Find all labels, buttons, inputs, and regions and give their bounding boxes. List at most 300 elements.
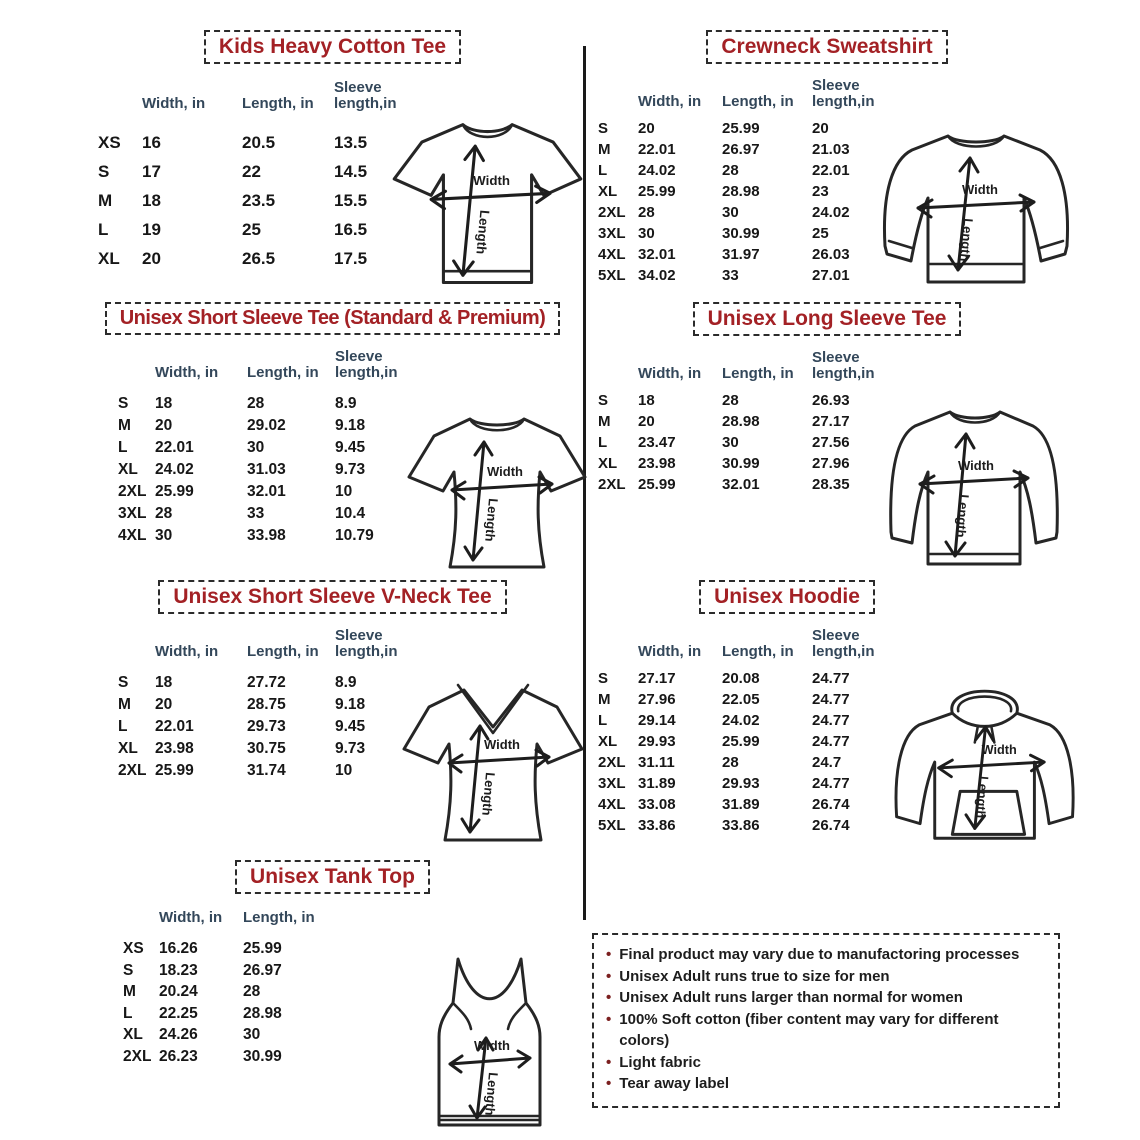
size-label: M — [598, 691, 611, 708]
note-text: Light fabric — [619, 1053, 701, 1071]
bullet-icon: • — [606, 967, 612, 985]
size-label: 3XL — [598, 225, 626, 242]
measurement-value: 20 — [142, 249, 161, 268]
table-row — [123, 960, 363, 982]
section-crewneck-sweatshirt — [592, 30, 1140, 286]
bullet-icon: • — [606, 1010, 612, 1028]
measurement-value: 24.02 — [638, 162, 676, 179]
note-item — [606, 1009, 1046, 1052]
measurement-value: 30.99 — [243, 1047, 282, 1065]
measurement-value: 22.01 — [638, 141, 676, 158]
measurement-value: 22 — [242, 162, 261, 181]
size-label: S — [598, 392, 609, 409]
size-label: XS — [123, 940, 144, 957]
column-header: Width, in — [155, 364, 219, 381]
table-row — [118, 415, 435, 437]
section-title-text: Unisex Hoodie — [714, 585, 860, 608]
size-label: M — [123, 983, 136, 1000]
table-row — [598, 244, 904, 265]
table-row — [118, 459, 435, 481]
table-row — [598, 710, 904, 731]
measurement-value: 16 — [142, 133, 161, 152]
size-label: 2XL — [118, 483, 147, 500]
product-notes-box — [592, 933, 1060, 1108]
size-label: 4XL — [598, 246, 626, 263]
measurement-value: 18 — [142, 191, 161, 210]
table-row — [598, 668, 904, 689]
size-label: L — [98, 220, 109, 239]
length-label: Length — [482, 497, 501, 543]
measurement-value: 30.99 — [722, 225, 760, 242]
fitted-tee-illustration — [402, 398, 592, 583]
table-row — [123, 981, 363, 1003]
measurement-value: 23.47 — [638, 434, 676, 451]
garment-outline — [394, 125, 581, 283]
garment-outline — [884, 136, 1067, 282]
section-title-text: Unisex Short Sleeve V-Neck Tee — [173, 585, 492, 608]
measurement-value: 27.17 — [812, 413, 850, 430]
measurement-value: 31.89 — [638, 775, 676, 792]
section-title — [699, 580, 875, 614]
table-row — [118, 716, 435, 738]
measurement-value: 28.98 — [722, 183, 760, 200]
size-label: S — [598, 670, 609, 687]
size-label: XS — [98, 133, 121, 152]
measurement-value: 18 — [155, 395, 173, 412]
table-row — [118, 437, 435, 459]
size-label: L — [118, 439, 128, 456]
measurement-value: 28.98 — [243, 1004, 282, 1022]
title-row — [80, 860, 585, 894]
column-header: Sleeve length,in — [335, 348, 398, 381]
measurement-value: 30 — [155, 527, 173, 544]
measurement-value: 20.5 — [242, 133, 276, 152]
measurement-value: 23.5 — [242, 191, 276, 210]
measurement-value: 31.74 — [247, 762, 286, 779]
size-label: S — [123, 961, 134, 979]
measurement-value: 28.98 — [722, 413, 760, 430]
measurement-value: 23.98 — [638, 455, 676, 472]
size-label: 3XL — [118, 505, 147, 522]
section-unisex-short-sleeve-tee — [80, 302, 585, 547]
title-row — [80, 302, 585, 335]
table-row — [598, 265, 904, 286]
size-column-spacer — [598, 350, 638, 390]
long-sleeve-tee-illustration — [858, 392, 1093, 582]
measurement-value: 24.77 — [812, 733, 850, 750]
size-label: M — [118, 417, 131, 434]
measurement-value: 30 — [722, 434, 739, 451]
size-label: XL — [598, 733, 618, 750]
measurement-value: 18 — [638, 392, 655, 409]
measurement-value: 17.5 — [334, 249, 368, 268]
size-label: XL — [598, 455, 618, 472]
width-label: Width — [484, 737, 520, 752]
measurement-value: 27.96 — [812, 455, 850, 472]
measurement-value: 25.99 — [155, 762, 194, 779]
table-row — [118, 393, 435, 415]
section-unisex-v-neck-tee — [80, 580, 585, 817]
measurement-value: 25.99 — [638, 476, 676, 493]
table-row — [118, 481, 435, 503]
measurement-value: 10 — [335, 762, 353, 779]
measurement-value: 31.89 — [722, 796, 760, 813]
measurement-value: 32.01 — [247, 483, 286, 500]
measurement-value: 20 — [638, 120, 655, 137]
measurement-value: 26.03 — [812, 246, 850, 263]
size-label: 5XL — [598, 267, 626, 284]
size-column-spacer — [598, 628, 638, 668]
size-column-spacer — [123, 910, 159, 938]
measurement-value: 18.23 — [159, 961, 198, 979]
column-header: Length, in — [722, 643, 794, 660]
measurement-value: 10.79 — [335, 527, 374, 544]
section-unisex-hoodie — [592, 580, 1140, 836]
measurement-value: 13.5 — [334, 133, 368, 152]
table-row — [123, 938, 363, 960]
size-label: 2XL — [598, 754, 626, 771]
measurement-value: 20.08 — [722, 670, 760, 687]
size-label: L — [123, 1004, 133, 1022]
table-row — [118, 672, 435, 694]
bullet-icon: • — [606, 1053, 612, 1071]
table-row — [598, 202, 904, 223]
measurement-value: 27.56 — [812, 434, 850, 451]
measurement-value: 31.97 — [722, 246, 760, 263]
column-header: Width, in — [638, 643, 702, 660]
size-table — [118, 349, 435, 547]
measurement-value: 24.7 — [812, 754, 842, 771]
measurement-value: 22.01 — [155, 439, 194, 456]
size-table — [123, 910, 363, 1067]
measurement-value: 28 — [247, 395, 265, 412]
column-header: Sleeve length,in — [812, 349, 875, 382]
size-label: 3XL — [598, 775, 626, 792]
size-column-spacer — [598, 78, 638, 118]
measurement-value: 10.4 — [335, 505, 366, 522]
measurement-value: 24.77 — [812, 775, 850, 792]
column-header: Width, in — [638, 365, 702, 382]
measurement-value: 24.26 — [159, 1026, 198, 1043]
column-header: Length, in — [722, 365, 794, 382]
measurement-value: 33.98 — [247, 527, 286, 544]
measurement-value: 30 — [638, 225, 655, 242]
size-table — [118, 628, 435, 782]
measurement-value: 25.99 — [722, 120, 760, 137]
section-title — [693, 302, 962, 336]
measurement-value: 29.14 — [638, 712, 676, 729]
size-label: XL — [98, 249, 120, 268]
measurement-value: 33.86 — [638, 817, 676, 834]
section-title-text: Unisex Tank Top — [250, 865, 415, 888]
width-label: Width — [474, 1038, 510, 1053]
measurement-value: 28 — [243, 983, 261, 1000]
width-label: Width — [958, 458, 994, 473]
column-header: Sleeve length,in — [812, 77, 875, 110]
measurement-value: 16.26 — [159, 940, 198, 957]
measurement-value: 15.5 — [334, 191, 368, 210]
length-label: Length — [473, 209, 493, 255]
size-label: M — [98, 191, 113, 210]
width-label: Width — [981, 743, 1017, 758]
size-label: M — [598, 141, 611, 158]
size-label: S — [118, 395, 129, 412]
section-title — [706, 30, 947, 64]
table-row — [598, 139, 904, 160]
measurement-value: 26.93 — [812, 392, 850, 409]
table-row — [118, 503, 435, 525]
size-label: 2XL — [598, 204, 626, 221]
section-title — [204, 30, 461, 64]
length-label: Length — [957, 217, 976, 263]
measurement-value: 33.08 — [638, 796, 676, 813]
measurement-value: 24.02 — [812, 204, 850, 221]
size-label: 4XL — [118, 527, 147, 544]
bullet-icon: • — [606, 946, 612, 963]
note-item — [606, 1052, 1046, 1074]
note-item — [606, 944, 1046, 966]
tee-illustration — [385, 104, 590, 299]
table-row — [598, 223, 904, 244]
measurement-value: 24.77 — [812, 712, 850, 729]
measurement-value: 20 — [155, 417, 173, 434]
measurement-value: 18 — [155, 674, 173, 691]
table-row — [598, 689, 904, 710]
table-row — [118, 694, 435, 716]
measurement-value: 28 — [722, 162, 739, 179]
size-label: L — [598, 162, 608, 179]
measurement-value: 30 — [243, 1026, 261, 1043]
measurement-value: 31.03 — [247, 461, 286, 478]
measurement-value: 34.02 — [638, 267, 676, 284]
table-row — [123, 1003, 363, 1025]
measurement-value: 9.73 — [335, 740, 366, 757]
measurement-value: 29.93 — [722, 775, 760, 792]
title-row — [80, 30, 585, 64]
measurement-value: 26.5 — [242, 249, 276, 268]
note-item — [606, 966, 1046, 988]
note-text: Unisex Adult runs larger than normal for women — [619, 989, 963, 1006]
header-row — [118, 349, 435, 393]
measurement-value: 33 — [247, 505, 265, 522]
notes-list — [606, 944, 1046, 1095]
title-row — [80, 580, 585, 614]
size-label: S — [98, 162, 110, 181]
measurement-value: 22.05 — [722, 691, 760, 708]
tank-top-illustration — [422, 946, 557, 1136]
length-label: Length — [482, 1071, 501, 1117]
size-column-spacer — [118, 349, 155, 393]
section-title-text: Unisex Short Sleeve Tee (Standard & Premium) — [119, 307, 546, 329]
note-text: Unisex Adult runs true to size for men — [619, 967, 890, 985]
measurement-value: 9.18 — [335, 417, 366, 434]
column-header: Width, in — [155, 643, 219, 660]
measurement-value: 25.99 — [243, 940, 282, 957]
size-table — [598, 78, 904, 286]
column-header: Length, in — [722, 93, 794, 110]
measurement-value: 23.98 — [155, 740, 194, 757]
table-row — [598, 815, 904, 836]
measurement-value: 25 — [242, 220, 261, 239]
column-header: Length, in — [247, 364, 319, 381]
column-header: Sleeve length,in — [334, 79, 397, 112]
size-label: XL — [123, 1026, 143, 1043]
size-label: XL — [118, 461, 138, 478]
section-title — [235, 860, 430, 894]
measurement-value: 24.02 — [722, 712, 760, 729]
measurement-value: 28 — [155, 505, 173, 522]
bullet-icon: • — [606, 989, 612, 1006]
size-label: XL — [118, 740, 138, 757]
column-header: Length, in — [242, 95, 314, 112]
measurement-value: 23 — [812, 183, 829, 200]
table-row — [598, 794, 904, 815]
size-label: M — [598, 413, 611, 430]
measurement-value: 22.01 — [155, 718, 194, 735]
measurement-value: 9.18 — [335, 696, 366, 713]
measurement-value: 20.24 — [159, 983, 198, 1000]
column-header: Sleeve length,in — [812, 627, 875, 660]
table-row — [598, 118, 904, 139]
size-table — [598, 628, 904, 836]
title-row — [592, 580, 982, 614]
width-label: Width — [487, 464, 523, 479]
measurement-value: 28 — [722, 754, 739, 771]
sweatshirt-illustration — [860, 118, 1095, 303]
measurement-value: 29.73 — [247, 718, 286, 735]
measurement-value: 29.02 — [247, 417, 286, 434]
length-label: Length — [973, 775, 991, 819]
measurement-value: 14.5 — [334, 162, 368, 181]
size-label: S — [118, 674, 129, 691]
column-header: Length, in — [243, 909, 315, 926]
measurement-value: 22.25 — [159, 1004, 198, 1022]
garment-outline — [891, 412, 1058, 564]
measurement-value: 8.9 — [335, 395, 357, 412]
section-title — [105, 302, 561, 335]
measurement-value: 32.01 — [722, 476, 760, 493]
size-label: 2XL — [123, 1047, 152, 1065]
measurement-value: 30.75 — [247, 740, 286, 757]
size-label: M — [118, 696, 131, 713]
measurement-value: 30 — [247, 439, 265, 456]
table-row — [123, 1024, 363, 1046]
size-label: 5XL — [598, 817, 626, 834]
measurement-value: 27.96 — [638, 691, 676, 708]
size-column-spacer — [118, 628, 155, 672]
measurement-value: 25.99 — [155, 483, 194, 500]
table-row — [598, 773, 904, 794]
measurement-value: 25 — [812, 225, 829, 242]
size-label: L — [598, 712, 608, 729]
table-row — [598, 181, 904, 202]
measurement-value: 21.03 — [812, 141, 850, 158]
section-title — [158, 580, 506, 614]
measurement-value: 16.5 — [334, 220, 368, 239]
length-label: Length — [953, 493, 972, 539]
column-header: Sleeve length,in — [335, 627, 398, 660]
hoodie-illustration — [880, 676, 1095, 852]
table-row — [118, 760, 435, 782]
garment-outline — [409, 419, 585, 567]
measurement-value: 33.86 — [722, 817, 760, 834]
size-column-spacer — [98, 80, 142, 128]
section-title-text: Crewneck Sweatshirt — [721, 35, 933, 58]
measurement-value: 28.35 — [812, 476, 850, 493]
size-label: L — [118, 718, 128, 735]
garment-outline — [404, 690, 582, 840]
size-label: 2XL — [598, 476, 626, 493]
size-label: L — [598, 434, 608, 451]
title-row — [592, 30, 1062, 64]
measurement-value: 9.73 — [335, 461, 366, 478]
measurement-value: 28 — [722, 392, 739, 409]
measurement-value: 24.77 — [812, 691, 850, 708]
width-label: Width — [473, 173, 511, 189]
header-row — [123, 910, 363, 938]
measurement-value: 27.01 — [812, 267, 850, 284]
column-header: Width, in — [142, 95, 206, 112]
size-label: XL — [598, 183, 618, 200]
table-row — [123, 1046, 363, 1068]
header-row — [598, 628, 904, 668]
size-label: 4XL — [598, 796, 626, 813]
length-label: Length — [479, 771, 498, 817]
table-row — [598, 160, 904, 181]
note-text: Tear away label — [619, 1075, 730, 1092]
measurement-value: 26.97 — [722, 141, 760, 158]
table-row — [598, 731, 904, 752]
section-unisex-long-sleeve-tee — [592, 302, 1140, 539]
measurement-value: 10 — [335, 483, 353, 500]
section-title-text: Unisex Long Sleeve Tee — [707, 307, 947, 330]
width-label: Width — [962, 182, 998, 197]
v-neck-tee-illustration — [398, 668, 588, 858]
measurement-value: 31.11 — [638, 754, 675, 771]
measurement-value: 9.45 — [335, 718, 366, 735]
table-row — [118, 525, 435, 547]
measurement-value: 25.99 — [722, 733, 760, 750]
measurement-value: 27.72 — [247, 674, 286, 691]
table-row — [118, 738, 435, 760]
measurement-value: 26.23 — [159, 1047, 198, 1065]
measurement-value: 30 — [722, 204, 739, 221]
measurement-value: 28 — [638, 204, 655, 221]
note-item — [606, 1073, 1046, 1095]
column-header: Width, in — [159, 909, 223, 926]
column-header: Width, in — [638, 93, 702, 110]
measurement-value: 29.93 — [638, 733, 676, 750]
measurement-value: 33 — [722, 267, 739, 284]
header-row — [118, 628, 435, 672]
note-text: Final product may vary due to manufactoring processes — [619, 946, 1020, 963]
header-row — [598, 350, 904, 390]
measurement-value: 27.17 — [638, 670, 676, 687]
table-row — [598, 752, 904, 773]
measurement-value: 24.02 — [155, 461, 194, 478]
measurement-value: 24.77 — [812, 670, 850, 687]
measurement-value: 17 — [142, 162, 161, 181]
measurement-value: 25.99 — [638, 183, 676, 200]
measurement-value: 20 — [812, 120, 829, 137]
measurement-value: 22.01 — [812, 162, 850, 179]
bullet-icon: • — [606, 1075, 612, 1092]
note-text: 100% Soft cotton (fiber content may vary for different colors) — [619, 1010, 999, 1049]
size-label: 2XL — [118, 762, 147, 779]
note-item — [606, 987, 1046, 1009]
measurement-value: 30.99 — [722, 455, 760, 472]
measurement-value: 28.75 — [247, 696, 286, 713]
